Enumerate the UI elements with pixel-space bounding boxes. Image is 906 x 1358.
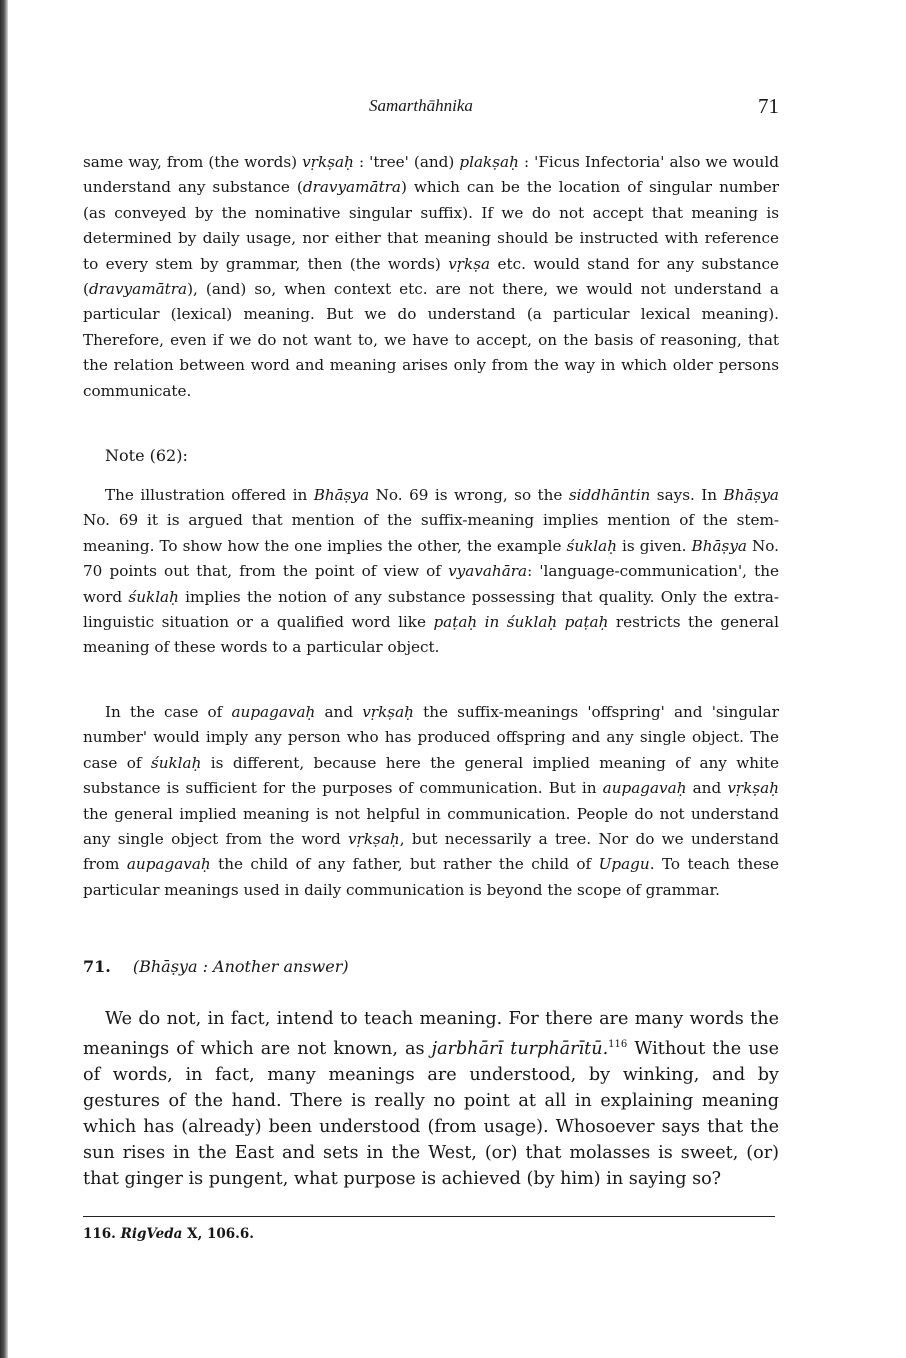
section-number: 71. (83, 957, 111, 976)
paragraph-2: The illustration offered in Bhāṣya No. 69 is wrong, so the siddhāntin says. In Bhāṣya No. 69 it is argued that mention of the suffix-meaning implies mention of the stem-meaning. To show how the one implies the other, the example śuklaḥ is given. Bhāṣya No. 70 points out that, from the point of view of vyavahāra: 'language-communication', the word śuklaḥ implies the notion of any substance possessing that quality. Only the extra-linguistic situation or a qualified word like paṭaḥ in śuklaḥ paṭaḥ restricts the general meaning of these words to a particular object. (83, 486, 779, 657)
paragraph-4: We do not, in fact, intend to teach meaning. For there are many words the meanings of which are not known, as jarbhārī turphārītū.$^{116}$ Without the use of words, in fact, many meanings are understood, by winking, and by gestures of the hand. There is really no point at all in explaining meaning which has (already) been understood (from usage). Whosoever says that the sun rises in the East and sets in the West, (or) that molasses is sweet, (or) that ginger is pungent, what purpose is achieved (by him) in saying so? (83, 1009, 779, 1189)
footnote-rule (83, 1216, 775, 1217)
page-number: 71 (758, 94, 779, 118)
paragraph-1: same way, from (the words) vṛkṣaḥ : 'tree' (and) plakṣaḥ : 'Ficus Infectoria' also we would understand any substance (dravyamātra) which can be the location of singular number (as conveyed by the nominative singular suffix). If we do not accept that meaning is determined by daily usage, nor either that meaning should be instructed with reference to every stem by grammar, then (the words) vṛkṣa etc. would stand for any substance (dravyamātra), (and) so, when context etc. are not there, we would not understand a particular (lexical) meaning. But we do understand (a particular lexical meaning). Therefore, even if we do not want to, we have to accept, on the basis of reasoning, that the relation between word and meaning arises only from the way in which older persons communicate. (83, 153, 780, 400)
section-heading (83, 957, 349, 976)
running-title: Samarthāhnika (369, 96, 473, 115)
footnote: 116. RigVeda X, 106.6. (83, 1226, 254, 1242)
note-heading: Note (62): (105, 446, 188, 465)
section-title: (Bhāṣya : Another answer) (132, 957, 349, 976)
footnote-reference[interactable]: 116 (608, 1039, 628, 1050)
scan-edge (0, 0, 8, 1358)
paragraph-3: In the case of aupagavaḥ and vṛkṣaḥ the suffix-meanings 'offspring' and 'singular number' would imply any person who has produced offspring and any single object. The case of śuklaḥ is different, because here the general implied meaning of any white substance is sufficient for the purposes of communication. But in aupagavaḥ and vṛkṣaḥ the general implied meaning is not helpful in communication. People do not understand any single object from the word vṛkṣaḥ, but necessarily a tree. Nor do we understand from aupagavaḥ the child of any father, but rather the child of Upagu. To teach these particular meanings used in daily communication is beyond the scope of grammar. (83, 703, 779, 899)
page-header (83, 96, 779, 122)
